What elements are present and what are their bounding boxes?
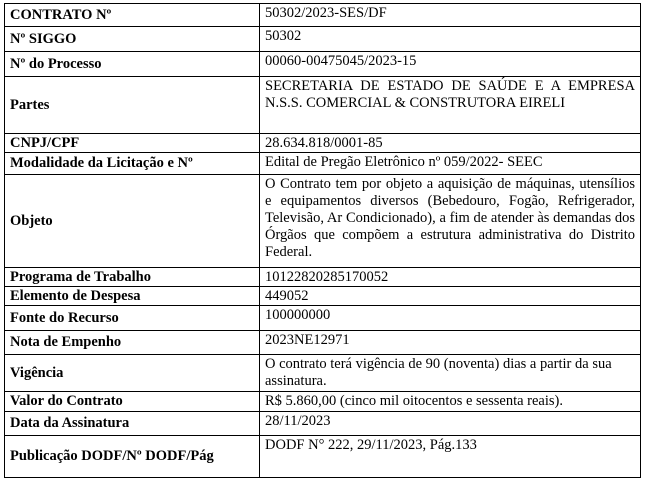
row-contrato [5, 4, 641, 27]
value-programa: 10122820285170052 [260, 268, 641, 287]
label-valor: Valor do Contrato [5, 392, 260, 412]
row-cnpj [5, 134, 641, 153]
label-siggo: Nº SIGGO [5, 27, 260, 52]
label-publicacao: Publicação DODF/Nº DODF/Pág [5, 436, 260, 478]
value-fonte: 100000000 [260, 306, 641, 331]
value-objeto: O Contrato tem por objeto a aquisição de máquinas, utensílios e equipamentos diversos (Bebedouro, Fogão, Refrigerador, Televisão, Ar Condicionado), a fim de atender às demandas dos Órgãos que compõem a estrutura administrativa do Distrito Federal. [260, 175, 641, 268]
label-partes: Partes [5, 77, 260, 134]
value-data-assinatura: 28/11/2023 [260, 412, 641, 436]
value-empenho: 2023NE12971 [260, 331, 641, 355]
label-cnpj: CNPJ/CPF [5, 134, 260, 153]
value-publicacao: DODF N° 222, 29/11/2023, Pág.133 [260, 436, 641, 478]
label-vigencia: Vigência [5, 355, 260, 392]
row-siggo [5, 27, 641, 52]
row-programa [5, 268, 641, 287]
label-elemento: Elemento de Despesa [5, 287, 260, 306]
row-vigencia [5, 355, 641, 392]
label-programa: Programa de Trabalho [5, 268, 260, 287]
contract-summary-table [4, 3, 641, 478]
value-cnpj: 28.634.818/0001-85 [260, 134, 641, 153]
label-modalidade: Modalidade da Licitação e Nº [5, 153, 260, 175]
value-siggo: 50302 [260, 27, 641, 52]
row-empenho [5, 331, 641, 355]
label-empenho: Nota de Empenho [5, 331, 260, 355]
label-contrato: CONTRATO Nº [5, 4, 260, 27]
label-processo: Nº do Processo [5, 52, 260, 77]
row-fonte [5, 306, 641, 331]
value-contrato: 50302/2023-SES/DF [260, 4, 641, 27]
value-valor: R$ 5.860,00 (cinco mil oitocentos e sessenta reais). [260, 392, 641, 412]
row-processo [5, 52, 641, 77]
row-modalidade [5, 153, 641, 175]
row-partes [5, 77, 641, 134]
value-processo: 00060-00475045/2023-15 [260, 52, 641, 77]
value-vigencia: O contrato terá vigência de 90 (noventa) dias a partir da sua assinatura. [260, 355, 641, 392]
label-data-assinatura: Data da Assinatura [5, 412, 260, 436]
row-elemento [5, 287, 641, 306]
value-modalidade: Edital de Pregão Eletrônico nº 059/2022- SEEC [260, 153, 641, 175]
value-elemento: 449052 [260, 287, 641, 306]
row-publicacao [5, 436, 641, 478]
row-objeto [5, 175, 641, 268]
row-valor [5, 392, 641, 412]
label-fonte: Fonte do Recurso [5, 306, 260, 331]
row-data-assinatura [5, 412, 641, 436]
label-objeto: Objeto [5, 175, 260, 268]
value-partes: SECRETARIA DE ESTADO DE SAÚDE E A EMPRESA N.S.S. COMERCIAL & CONSTRUTORA EIRELI [260, 77, 641, 134]
